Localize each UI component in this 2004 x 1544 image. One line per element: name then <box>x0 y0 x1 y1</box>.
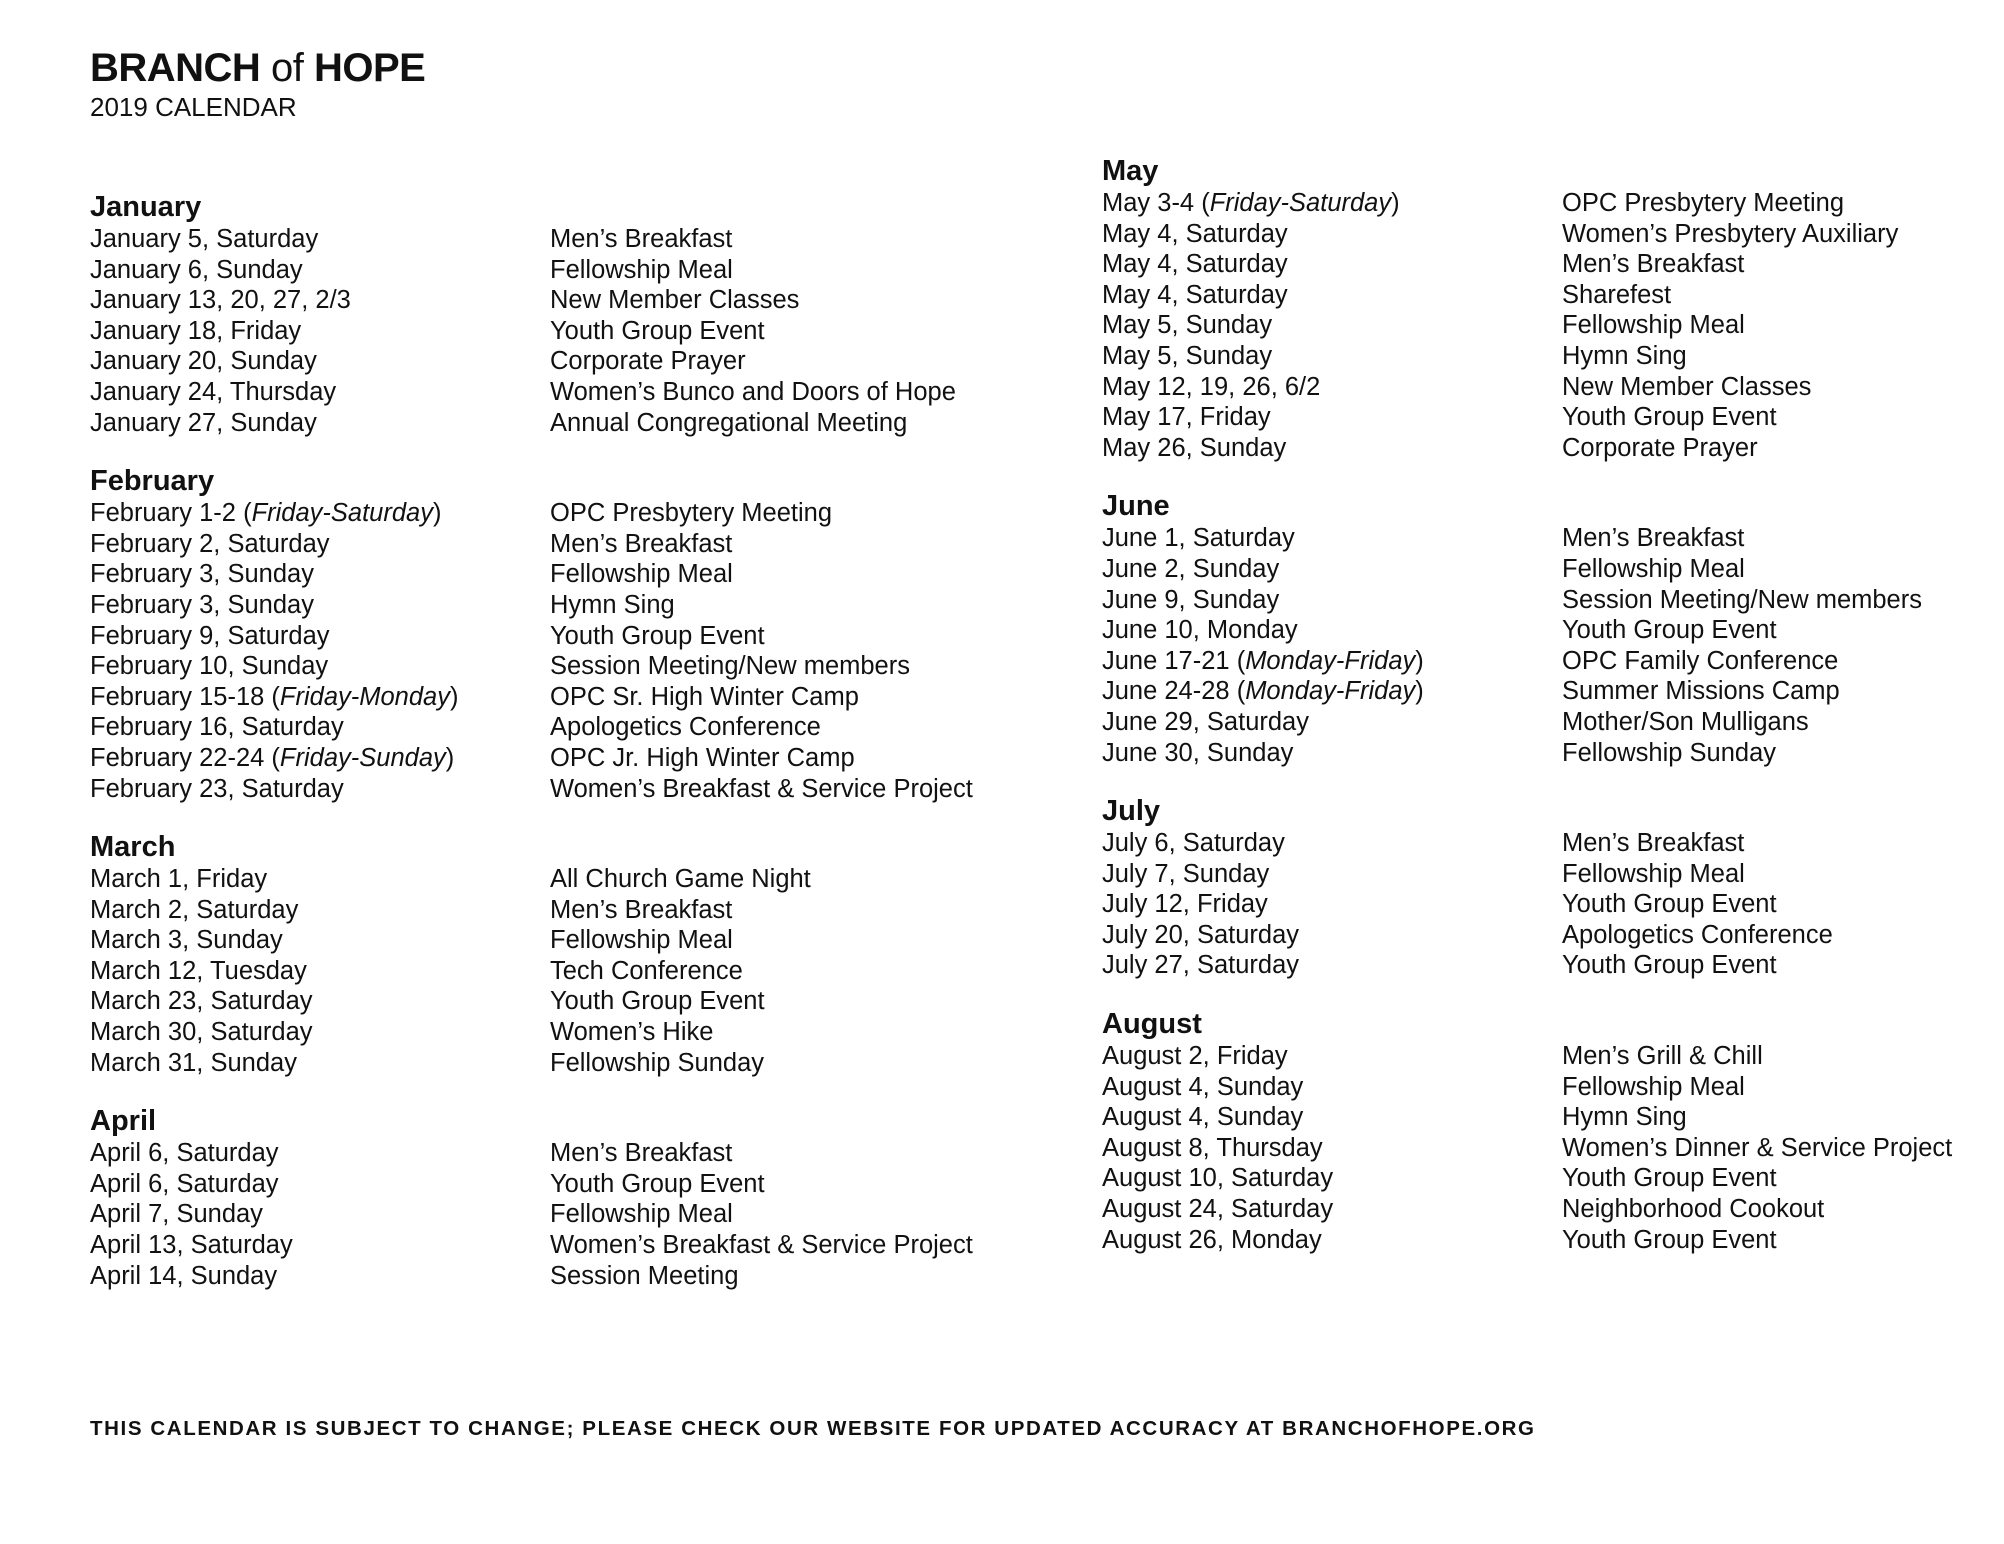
event-row <box>90 864 1030 895</box>
event-date <box>1102 433 1562 464</box>
event-row <box>90 956 1030 987</box>
event-name: Neighborhood Cookout <box>1562 1195 1825 1224</box>
event-date <box>90 774 550 805</box>
event-row <box>90 1048 1030 1079</box>
event-date-text: February 3, Sunday <box>90 560 314 589</box>
month-title: March <box>90 831 176 864</box>
event-date-text: August 24, Saturday <box>1102 1195 1334 1224</box>
event-date-text: August 4, Sunday <box>1102 1103 1304 1132</box>
event-date: June 17-21 (Monday-Friday) <box>1102 646 1424 675</box>
event-date-note: Friday-Sunday <box>279 743 446 772</box>
event-date <box>90 529 550 560</box>
event-date-text: May 5, Sunday <box>1102 311 1273 340</box>
event-date-text: August 4, Sunday <box>1102 1072 1304 1101</box>
event-date-text: January 13, 20, 27, 2/3 <box>90 286 351 315</box>
event-row <box>90 224 1030 255</box>
event-row <box>1102 738 2004 769</box>
event-date <box>1102 585 1562 616</box>
event-date: June 24-28 (Monday-Friday) <box>1102 677 1424 706</box>
event-name: Summer Missions Camp <box>1562 677 1840 706</box>
event-date-text: January 6, Sunday <box>90 255 303 284</box>
event-name: Men’s Breakfast <box>550 1139 733 1168</box>
event-date-text: February 10, Sunday <box>90 652 329 681</box>
event-row <box>90 1169 1030 1200</box>
month-title: June <box>1102 490 1170 523</box>
event-date <box>90 255 550 286</box>
event-date-text: January 20, Sunday <box>90 347 317 376</box>
event-date <box>1102 372 1562 403</box>
event-date-text: March 30, Saturday <box>90 1018 313 1047</box>
event-row <box>90 529 1030 560</box>
event-name: Youth Group Event <box>550 1169 765 1198</box>
event-date-text: February 23, Saturday <box>90 774 344 803</box>
event-name: Youth Group Event <box>1562 951 1777 980</box>
event-date-text: May 4, Saturday <box>1102 250 1288 279</box>
event-date-text: February 1-2 <box>90 499 236 528</box>
event-date-text: July 6, Saturday <box>1102 829 1285 858</box>
event-date-text: May 5, Sunday <box>1102 341 1273 370</box>
event-date <box>90 559 550 590</box>
event-name: Men’s Breakfast <box>550 895 733 924</box>
event-date <box>90 925 550 956</box>
event-date <box>90 621 550 652</box>
event-date <box>1102 828 1562 859</box>
event-row <box>1102 950 2004 981</box>
event-date <box>1102 1225 1562 1256</box>
month-title: July <box>1102 795 1161 828</box>
event-row <box>1102 707 2004 738</box>
event-date <box>1102 310 1562 341</box>
event-row <box>1102 1194 2004 1225</box>
event-name: Women’s Breakfast & Service Project <box>550 774 973 803</box>
event-date-text: August 26, Monday <box>1102 1225 1322 1254</box>
event-name: Youth Group Event <box>1562 1164 1777 1193</box>
month-section-march <box>90 830 1030 1078</box>
event-date <box>90 986 550 1017</box>
event-row <box>90 1199 1030 1230</box>
event-date-text: June 10, Monday <box>1102 616 1298 645</box>
event-date <box>90 346 550 377</box>
event-name: Fellowship Sunday <box>1562 738 1777 767</box>
event-row <box>1102 615 2004 646</box>
event-row <box>90 986 1030 1017</box>
event-name: Hymn Sing <box>550 590 675 619</box>
event-date-text: March 2, Saturday <box>90 895 299 924</box>
event-row <box>1102 859 2004 890</box>
event-date <box>90 651 550 682</box>
event-date <box>1102 615 1562 646</box>
event-row <box>90 743 1030 774</box>
event-name: Youth Group Event <box>550 987 765 1016</box>
event-row <box>1102 1225 2004 1256</box>
event-date-note: Friday-Saturday <box>251 499 433 528</box>
event-row <box>1102 646 2004 677</box>
event-date-text: February 3, Sunday <box>90 590 314 619</box>
event-date-text: January 18, Friday <box>90 316 302 345</box>
event-row <box>90 895 1030 926</box>
event-date-text: May 26, Sunday <box>1102 433 1287 462</box>
event-name: OPC Presbytery Meeting <box>1562 189 1845 217</box>
event-date-text: June 29, Saturday <box>1102 707 1309 736</box>
event-date <box>1102 1163 1562 1194</box>
event-date-text: June 2, Sunday <box>1102 554 1280 583</box>
event-name: Fellowship Sunday <box>550 1048 765 1077</box>
event-name: Mother/Son Mulligans <box>1562 707 1809 736</box>
event-date <box>90 1138 550 1169</box>
event-date <box>90 1230 550 1261</box>
event-name: Youth Group Event <box>1562 890 1777 919</box>
event-date-text: March 23, Saturday <box>90 987 313 1016</box>
event-row <box>90 621 1030 652</box>
event-name: Session Meeting <box>550 1261 739 1290</box>
event-name: Youth Group Event <box>1562 403 1777 432</box>
event-date <box>90 864 550 895</box>
event-date-text: July 12, Friday <box>1102 890 1268 919</box>
event-name: Session Meeting/New members <box>1562 585 1922 614</box>
event-date: February 15-18 (Friday-Monday) <box>90 682 459 711</box>
event-name: Women’s Breakfast & Service Project <box>550 1231 973 1260</box>
event-row <box>1102 219 2004 250</box>
event-date-text: February 2, Saturday <box>90 529 330 558</box>
event-name: Women’s Presbytery Auxiliary <box>1562 219 1899 248</box>
event-date-text: February 16, Saturday <box>90 713 344 742</box>
document-header <box>90 44 425 122</box>
event-name: Annual Congregational Meeting <box>550 408 908 437</box>
event-row <box>90 377 1030 408</box>
month-title: January <box>90 191 202 223</box>
event-row <box>1102 1041 2004 1072</box>
event-date-text: January 24, Thursday <box>90 377 337 406</box>
event-name: Apologetics Conference <box>550 713 821 742</box>
event-date-text: March 31, Sunday <box>90 1048 297 1077</box>
event-row <box>90 285 1030 316</box>
event-row <box>1102 1133 2004 1164</box>
event-name: Hymn Sing <box>1562 1103 1687 1132</box>
event-date <box>90 1261 550 1292</box>
event-date-note: Friday-Saturday <box>1209 189 1392 217</box>
event-row <box>90 774 1030 805</box>
event-name: Youth Group Event <box>550 316 765 345</box>
event-name: Fellowship Meal <box>1562 1072 1745 1101</box>
event-date <box>90 316 550 347</box>
event-date-text: February 22-24 <box>90 743 265 772</box>
event-date-text: March 12, Tuesday <box>90 956 307 985</box>
event-date <box>1102 280 1562 311</box>
event-row <box>1102 433 2004 464</box>
event-name: Fellowship Meal <box>550 255 733 284</box>
event-date <box>1102 249 1562 280</box>
event-date-text: May 3-4 <box>1102 189 1195 217</box>
event-row <box>90 712 1030 743</box>
event-date-text: April 6, Saturday <box>90 1169 279 1198</box>
event-name: OPC Sr. High Winter Camp <box>550 682 859 711</box>
event-name: Fellowship Meal <box>550 560 733 589</box>
event-date <box>90 712 550 743</box>
event-name: Sharefest <box>1562 280 1672 309</box>
event-name: Youth Group Event <box>1562 616 1777 645</box>
event-date-text: January 5, Saturday <box>90 225 319 253</box>
event-date-text: June 30, Sunday <box>1102 738 1294 767</box>
event-name: Fellowship Meal <box>1562 311 1745 340</box>
footer-notice: THIS CALENDAR IS SUBJECT TO CHANGE; PLEASE CHECK OUR WEBSITE FOR UPDATED ACCURACY AT BRANCHOFHOPE.ORG <box>90 1417 1536 1440</box>
event-name: Men’s Breakfast <box>1562 524 1745 553</box>
event-name: Women’s Hike <box>550 1018 714 1047</box>
event-name: Youth Group Event <box>1562 1225 1777 1254</box>
event-row <box>90 408 1030 439</box>
event-name: Apologetics Conference <box>1562 920 1833 949</box>
event-row <box>1102 372 2004 403</box>
month-section-august <box>1102 1007 2004 1255</box>
event-row <box>1102 280 2004 311</box>
event-row <box>1102 920 2004 951</box>
event-row <box>1102 828 2004 859</box>
event-date-text: April 14, Sunday <box>90 1261 278 1290</box>
event-date-text: May 12, 19, 26, 6/2 <box>1102 372 1321 401</box>
event-name: New Member Classes <box>1562 372 1812 401</box>
event-row <box>1102 188 2004 219</box>
event-name: Youth Group Event <box>550 621 765 650</box>
event-name: Women’s Dinner & Service Project <box>1562 1133 1953 1162</box>
event-date <box>1102 889 1562 920</box>
event-date <box>90 1199 550 1230</box>
event-row <box>90 316 1030 347</box>
event-row <box>90 1017 1030 1048</box>
event-date-note: Monday-Friday <box>1245 677 1416 706</box>
event-date-text: July 27, Saturday <box>1102 951 1300 980</box>
brand-main: BRANCH <box>90 46 261 90</box>
event-row <box>90 651 1030 682</box>
month-section-july <box>1102 794 2004 981</box>
event-name: Women’s Bunco and Doors of Hope <box>550 377 956 406</box>
event-name: Fellowship Meal <box>550 926 733 955</box>
event-date <box>1102 1194 1562 1225</box>
left-column <box>90 190 1030 1317</box>
event-date <box>90 377 550 408</box>
month-section-february <box>90 464 1030 804</box>
event-date <box>1102 1102 1562 1133</box>
event-date <box>1102 920 1562 951</box>
month-title: August <box>1102 1008 1202 1041</box>
month-section-january <box>90 190 1030 438</box>
event-date <box>90 895 550 926</box>
event-date: May 3-4 (Friday-Saturday) <box>1102 189 1400 217</box>
event-row <box>90 346 1030 377</box>
event-row <box>1102 676 2004 707</box>
event-date <box>90 1048 550 1079</box>
event-date-text: August 2, Friday <box>1102 1042 1288 1071</box>
event-name: Fellowship Meal <box>1562 554 1745 583</box>
event-row <box>90 559 1030 590</box>
event-date-text: March 1, Friday <box>90 865 268 894</box>
event-date-text: June 1, Saturday <box>1102 524 1295 553</box>
event-date-text: August 8, Thursday <box>1102 1133 1323 1162</box>
event-date <box>1102 1072 1562 1103</box>
event-date-text: May 17, Friday <box>1102 403 1271 432</box>
event-row <box>1102 523 2004 554</box>
event-row <box>1102 585 2004 616</box>
event-row <box>1102 1102 2004 1133</box>
event-row <box>90 498 1030 529</box>
event-name: Men’s Breakfast <box>550 225 733 253</box>
right-column <box>1102 154 2004 1281</box>
event-date <box>90 1169 550 1200</box>
event-name: Fellowship Meal <box>550 1200 733 1229</box>
event-date <box>1102 402 1562 433</box>
event-date <box>1102 859 1562 890</box>
event-date <box>1102 950 1562 981</box>
event-date-text: February 9, Saturday <box>90 621 330 650</box>
event-row <box>1102 1163 2004 1194</box>
event-date-text: June 9, Sunday <box>1102 585 1280 614</box>
event-date-text: April 13, Saturday <box>90 1231 293 1260</box>
event-name: Men’s Grill & Chill <box>1562 1042 1763 1071</box>
event-date-text: January 27, Sunday <box>90 408 317 437</box>
event-name: Hymn Sing <box>1562 341 1687 370</box>
event-date-text: July 20, Saturday <box>1102 920 1300 949</box>
event-row <box>90 1230 1030 1261</box>
event-date <box>1102 1133 1562 1164</box>
event-date <box>90 408 550 439</box>
event-date <box>90 224 550 255</box>
event-date-note: Monday-Friday <box>1245 646 1416 675</box>
event-name: Fellowship Meal <box>1562 859 1745 888</box>
month-title: May <box>1102 155 1159 187</box>
event-date <box>1102 554 1562 585</box>
event-date-text: August 10, Saturday <box>1102 1164 1334 1193</box>
event-date-text: June 24-28 <box>1102 677 1230 706</box>
event-row <box>1102 310 2004 341</box>
event-row <box>90 1261 1030 1292</box>
event-date: February 1-2 (Friday-Saturday) <box>90 499 442 528</box>
event-name: Men’s Breakfast <box>1562 829 1745 858</box>
event-name: Corporate Prayer <box>1562 433 1758 462</box>
event-date <box>1102 219 1562 250</box>
brand-title <box>90 44 425 92</box>
event-row <box>1102 402 2004 433</box>
event-date-note: Friday-Monday <box>279 682 450 711</box>
event-date <box>90 285 550 316</box>
event-row <box>1102 249 2004 280</box>
event-name: Corporate Prayer <box>550 347 746 376</box>
event-date <box>90 1017 550 1048</box>
event-name: OPC Family Conference <box>1562 646 1839 675</box>
month-section-may <box>1102 154 2004 463</box>
event-date <box>1102 523 1562 554</box>
calendar-subtitle: 2019 CALENDAR <box>90 92 297 122</box>
event-row <box>90 1138 1030 1169</box>
month-section-june <box>1102 489 2004 768</box>
month-title: February <box>90 465 215 498</box>
event-name: Tech Conference <box>550 956 743 985</box>
event-date <box>90 590 550 621</box>
brand-of: of <box>270 46 304 90</box>
event-date <box>1102 707 1562 738</box>
event-row <box>1102 554 2004 585</box>
event-name: Men’s Breakfast <box>1562 250 1745 279</box>
event-row <box>90 255 1030 286</box>
event-date-text: April 6, Saturday <box>90 1139 279 1168</box>
event-date-text: February 15-18 <box>90 682 265 711</box>
event-name: OPC Jr. High Winter Camp <box>550 743 855 772</box>
event-date-text: July 7, Sunday <box>1102 859 1270 888</box>
month-section-april <box>90 1104 1030 1291</box>
event-date <box>1102 738 1562 769</box>
event-date-text: May 4, Saturday <box>1102 219 1288 248</box>
event-date-text: May 4, Saturday <box>1102 280 1288 309</box>
event-date-text: June 17-21 <box>1102 646 1230 675</box>
event-row <box>90 590 1030 621</box>
brand-end: HOPE <box>313 46 426 90</box>
event-row <box>90 925 1030 956</box>
event-date <box>1102 341 1562 372</box>
event-row <box>1102 341 2004 372</box>
event-name: OPC Presbytery Meeting <box>550 499 833 528</box>
event-row <box>1102 889 2004 920</box>
event-name: Session Meeting/New members <box>550 652 910 681</box>
month-title: April <box>90 1105 157 1138</box>
event-date-text: April 7, Sunday <box>90 1200 263 1229</box>
event-date <box>90 956 550 987</box>
event-row <box>90 682 1030 713</box>
event-date <box>1102 1041 1562 1072</box>
event-name: Men’s Breakfast <box>550 529 733 558</box>
event-name: New Member Classes <box>550 286 800 315</box>
event-row <box>1102 1072 2004 1103</box>
event-date: February 22-24 (Friday-Sunday) <box>90 743 455 772</box>
event-date-text: March 3, Sunday <box>90 926 283 955</box>
event-name: All Church Game Night <box>550 865 811 894</box>
